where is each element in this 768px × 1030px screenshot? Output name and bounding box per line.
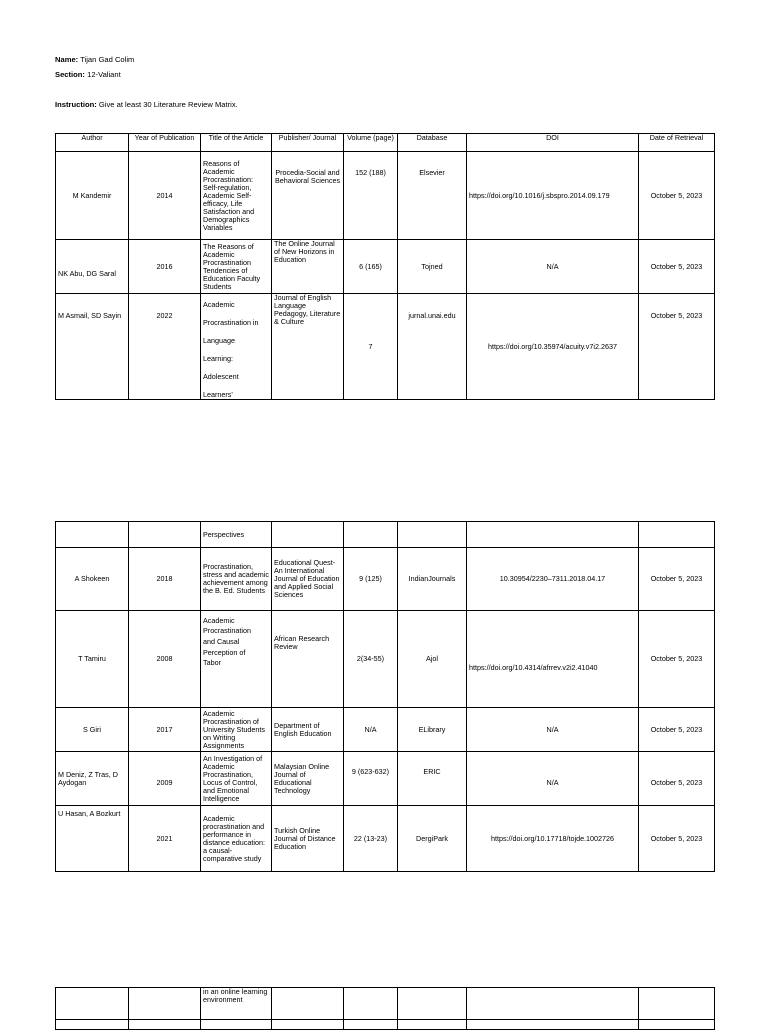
cell-doi: https://doi.org/10.35974/acuity.v7i2.2637 [467, 294, 639, 400]
cell-database: Tojned [398, 240, 467, 294]
cell-publisher: Turkish Online Journal of Distance Education [272, 806, 344, 872]
cell-volume: 9 (125) [344, 548, 398, 611]
cell-title [201, 611, 272, 708]
instruction-value: Give at least 30 Literature Review Matrix. [98, 100, 238, 109]
cell-doi: N/A [467, 240, 639, 294]
cell-publisher [272, 522, 344, 548]
cell-volume [344, 988, 398, 1020]
instruction-line [55, 100, 238, 110]
cell-author: M Asmail, SD Sayin [56, 294, 129, 400]
cell-volume: N/A [344, 708, 398, 752]
col-database: Database [398, 134, 467, 152]
title-line: Procrastination [203, 626, 251, 635]
cell-volume: 9 (623-632) [344, 752, 398, 806]
cell-date [639, 988, 715, 1020]
cell-title: The Reasons of Academic Procrastination Tendencies of Education Faculty Students [201, 240, 272, 294]
cell-publisher: Educational Quest-An International Journal of Education and Applied Social Sciences [272, 548, 344, 611]
table-row [56, 806, 715, 872]
table-row [56, 548, 715, 611]
col-volume: Volume (page) [344, 134, 398, 152]
title-line: Learning: [203, 354, 233, 363]
cell-date [639, 522, 715, 548]
cell-author: NK Abu, DG Saral [56, 240, 129, 294]
table-row [56, 611, 715, 708]
table-row [56, 522, 715, 548]
name-label: Name: [55, 55, 79, 64]
table-row [56, 152, 715, 240]
cell-year: 2009 [129, 752, 201, 806]
cell-publisher: Procedia-Social and Behavioral Sciences [272, 152, 344, 240]
cell-year: 2022 [129, 294, 201, 400]
cell-title: Academic Procrastination of University Students on Writing Assignments [201, 708, 272, 752]
cell-date: October 5, 2023 [639, 708, 715, 752]
table-row [56, 988, 715, 1020]
cell-author [56, 522, 129, 548]
col-title: Title of the Article [201, 134, 272, 152]
cell-database [398, 522, 467, 548]
cell-doi: N/A [467, 752, 639, 806]
col-doi: DOI [467, 134, 639, 152]
cell-author: A Shokeen [56, 548, 129, 611]
title-line: and Causal [203, 637, 240, 646]
title-line: Adolescent [203, 372, 239, 381]
cell-year [129, 988, 201, 1020]
cell-year: 2017 [129, 708, 201, 752]
table-row [56, 1020, 715, 1030]
cell-doi: 10.30954/2230–7311.2018.04.17 [467, 548, 639, 611]
table-row [56, 708, 715, 752]
cell-volume: 22 (13-23) [344, 806, 398, 872]
title-line: Learners' [203, 390, 233, 399]
col-publisher: Publisher/ Journal [272, 134, 344, 152]
cell-author [56, 988, 129, 1020]
col-year: Year of Publication [129, 134, 201, 152]
cell-year [129, 522, 201, 548]
instruction-label: Instruction: [55, 100, 97, 109]
cell-database: Ajol [398, 611, 467, 708]
literature-matrix-table-part-2 [55, 521, 715, 872]
literature-matrix-table-part-1 [55, 133, 715, 400]
name-value: Tijan Gad Colim [80, 55, 135, 64]
cell-title: Perspectives [201, 522, 272, 548]
title-line: Tabor [203, 658, 221, 667]
cell-doi: N/A [467, 708, 639, 752]
cell-date: October 5, 2023 [639, 752, 715, 806]
title-line: Language [203, 336, 235, 345]
cell-year: 2016 [129, 240, 201, 294]
cell-author: U Hasan, A Bozkurt [56, 806, 129, 872]
cell-title: Academic procrastination and performance in distance education: a causal-comparative study [201, 806, 272, 872]
cell-title [201, 294, 272, 400]
cell-database: DergiPark [398, 806, 467, 872]
section-line [55, 70, 121, 80]
cell-doi [467, 988, 639, 1020]
cell-year: 2008 [129, 611, 201, 708]
cell-date: October 5, 2023 [639, 152, 715, 240]
cell-date: October 5, 2023 [639, 806, 715, 872]
cell-database: Elsevier [398, 152, 467, 240]
cell-date: October 5, 2023 [639, 294, 715, 400]
cell-database: ELibrary [398, 708, 467, 752]
cell-database: IndianJournals [398, 548, 467, 611]
section-value: 12-Valiant [87, 70, 121, 79]
cell-publisher [272, 988, 344, 1020]
cell-publisher: Malaysian Online Journal of Educational Technology [272, 752, 344, 806]
title-line: Academic [203, 300, 235, 309]
col-author: Author [56, 134, 129, 152]
cell-date: October 5, 2023 [639, 611, 715, 708]
cell-doi: https://doi.org/10.17718/tojde.1002726 [467, 806, 639, 872]
cell-publisher: African Research Review [272, 611, 344, 708]
cell-database: ERIC [398, 752, 467, 806]
table-row [56, 752, 715, 806]
cell-volume: 7 [344, 294, 398, 400]
cell-doi: https://doi.org/10.4314/afrrev.v2i2.41040 [467, 611, 639, 708]
cell-doi [467, 522, 639, 548]
title-line: Perception of [203, 648, 246, 657]
section-label: Section: [55, 70, 85, 79]
cell-database [398, 988, 467, 1020]
cell-author: T Tamiru [56, 611, 129, 708]
cell-title: Procrastination, stress and academic achievement among the B. Ed. Students [201, 548, 272, 611]
table-row [56, 240, 715, 294]
cell-date: October 5, 2023 [639, 548, 715, 611]
cell-title: An Investigation of Academic Procrastination, Locus of Control, and Emotional Intelligence [201, 752, 272, 806]
cell-author: M Deniz, Z Tras, D Aydogan [56, 752, 129, 806]
cell-volume [344, 522, 398, 548]
table-row [56, 294, 715, 400]
header-row [56, 134, 715, 152]
cell-author: M Kandemir [56, 152, 129, 240]
cell-year: 2021 [129, 806, 201, 872]
title-line: Academic [203, 616, 235, 625]
cell-database: jurnal.unai.edu [398, 294, 467, 400]
cell-author: S Giri [56, 708, 129, 752]
cell-publisher: The Online Journal of New Horizons in Education [272, 240, 344, 294]
cell-volume: 6 (165) [344, 240, 398, 294]
cell-year: 2018 [129, 548, 201, 611]
col-date: Date of Retrieval [639, 134, 715, 152]
cell-title: Reasons of Academic Procrastination: Self-regulation, Academic Self-efficacy, Life Satisfaction and Demographics Variables [201, 152, 272, 240]
cell-volume: 152 (188) [344, 152, 398, 240]
cell-doi: https://doi.org/10.1016/j.sbspro.2014.09.179 [467, 152, 639, 240]
cell-year: 2014 [129, 152, 201, 240]
cell-date: October 5, 2023 [639, 240, 715, 294]
name-line [55, 55, 134, 65]
cell-title: in an online learning environment [201, 988, 272, 1020]
cell-publisher: Journal of English Language Pedagogy, Literature & Culture [272, 294, 344, 400]
title-line: Procrastination in [203, 318, 259, 327]
cell-volume: 2(34-55) [344, 611, 398, 708]
cell-publisher: Department of English Education [272, 708, 344, 752]
